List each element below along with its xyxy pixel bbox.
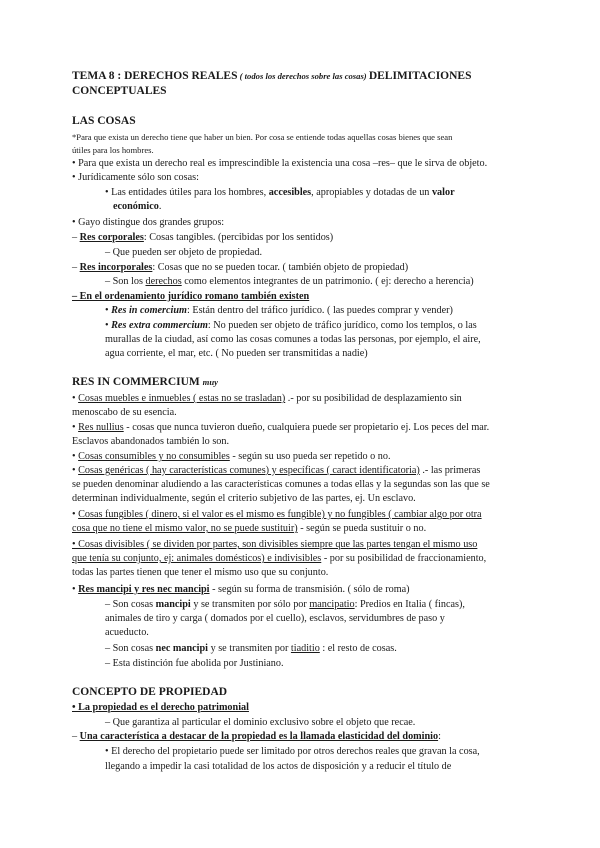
bullet-item: • La propiedad es el derecho patrimonial bbox=[72, 702, 249, 713]
sub-dash-item: – Son cosas mancipi y se transmiten por sólo por mancipatio: Predios en Italia ( fincas), bbox=[105, 599, 465, 610]
bullet-continued: determinan individualmente, según el criterio subjetivo de las partes, ej. Un esclavo. bbox=[72, 493, 416, 504]
sub-bullet-item: • El derecho del propietario puede ser limitado por otros derechos reales que gravan la cosa, bbox=[105, 746, 480, 757]
sub-dash-item: – Que pueden ser objeto de propiedad. bbox=[105, 247, 263, 258]
section-heading-las-cosas: LAS COSAS bbox=[72, 115, 136, 127]
sub-dash-item: – Esta distinción fue abolida por Justiniano. bbox=[105, 658, 284, 669]
bullet-continued: cosa que no tiene el mismo valor, no se puede sustituir) - según se pueda sustituir o no. bbox=[72, 523, 427, 534]
bullet-item: • Res mancipi y res nec mancipi - según su forma de transmisión. ( sólo de roma) bbox=[72, 584, 410, 595]
sub-bullet-continued: murallas de la ciudad, así como las cosas comunes a todas las personas, por ejemplo, el aire, bbox=[105, 334, 481, 345]
sub-dash-item: – Que garantiza al particular el dominio exclusivo sobre el objeto que recae. bbox=[105, 717, 416, 728]
sub-dash-continued: animales de tiro y carga ( domados por el cuello), esclavos, servidumbres de paso y bbox=[105, 613, 445, 624]
dash-item: – En el ordenamiento jurídico romano también existen bbox=[72, 291, 310, 302]
bullet-continued: menoscabo de su esencia. bbox=[72, 407, 177, 418]
sub-bullet-item: • Res extra commercium: No pueden ser objeto de tráfico jurídico, como los templos, o las bbox=[105, 320, 477, 331]
sub-bullet-continued: agua corriente, el mar, etc. ( No pueden ser transmitidas a nadie) bbox=[105, 348, 368, 359]
paragraph-line: útiles para los hombres. bbox=[72, 145, 154, 155]
bullet-item: • Cosas consumibles y no consumibles - según su uso pueda ser repetido o no. bbox=[72, 451, 391, 462]
bullet-item: • Cosas genéricas ( hay características comunes) y específicas ( caract identificatoria) .- las primeras bbox=[72, 465, 481, 476]
sub-bullet-continued: económico. bbox=[113, 201, 162, 212]
section-heading-concepto-de-propiedad: CONCEPTO DE PROPIEDAD bbox=[72, 686, 228, 698]
sub-dash-continued: acueducto. bbox=[105, 627, 149, 638]
sub-bullet-item: • Las entidades útiles para los hombres, accesibles, apropiables y dotadas de un valor bbox=[105, 187, 455, 198]
document-title: TEMA 8 : DERECHOS REALES ( todos los derechos sobre las cosas) DELIMITACIONES bbox=[72, 70, 472, 82]
bullet-continued: Esclavos abandonados también lo son. bbox=[72, 436, 230, 447]
bullet-item: • Para que exista un derecho real es imprescindible la existencia una cosa –res– que le sirva de objeto. bbox=[72, 158, 488, 169]
bullet-continued: todas las partes tienen que tener el mismo uso que su conjunto. bbox=[72, 567, 329, 578]
bullet-item: • Cosas muebles e inmuebles ( estas no se trasladan) .- por su posibilidad de desplazamiento sin bbox=[72, 393, 462, 404]
paragraph-line: *Para que exista un derecho tiene que haber un bien. Por cosa se entiende todas aquellas cosas bienes que sean bbox=[72, 132, 453, 142]
bullet-item: • Cosas fungibles ( dinero, si el valor es el mismo es fungible) y no fungibles ( cambiar algo por otra bbox=[72, 509, 482, 520]
section-heading-res-in-commercium: RES IN COMMERCIUM muy bbox=[72, 376, 218, 388]
sub-dash-item: – Son cosas nec mancipi y se transmiten por tiaditio : el resto de cosas. bbox=[105, 643, 397, 654]
bullet-continued: se pueden denominar aludiendo a las características comunes a todas ellas y la segundas son las que se bbox=[72, 479, 490, 490]
bullet-item: • Gayo distingue dos grandes grupos: bbox=[72, 217, 225, 228]
bullet-item: • Res nullius - cosas que nunca tuvieron dueño, cualquiera puede ser propietario ej. Los peces del mar. bbox=[72, 422, 490, 433]
sub-dash-item: – Son los derechos como elementos integrantes de un patrimonio. ( ej: derecho a herencia) bbox=[105, 276, 474, 287]
dash-item: – Una característica a destacar de la propiedad es la llamada elasticidad del dominio: bbox=[72, 731, 441, 742]
sub-bullet-continued: llegando a impedir la casi totalidad de los actos de disposición y a reducir el título de bbox=[105, 761, 452, 772]
bullet-item: • Jurídicamente sólo son cosas: bbox=[72, 172, 199, 183]
dash-item: – Res incorporales: Cosas que no se pueden tocar. ( también objeto de propiedad) bbox=[72, 262, 409, 273]
sub-bullet-item: • Res in comercium: Están dentro del tráfico jurídico. ( las puedes comprar y vender) bbox=[105, 305, 453, 316]
bullet-continued: que tenía su conjunto, ej: animales domésticos) e indivisibles - por su posibilidad de fraccionamiento, bbox=[72, 553, 487, 564]
document-title-continued: CONCEPTUALES bbox=[72, 85, 167, 97]
bullet-item: • Cosas divisibles ( se dividen por partes, son divisibles siempre que las partes tengan el mismo uso bbox=[72, 539, 478, 550]
dash-item: – Res corporales: Cosas tangibles. (percibidas por los sentidos) bbox=[72, 232, 334, 243]
